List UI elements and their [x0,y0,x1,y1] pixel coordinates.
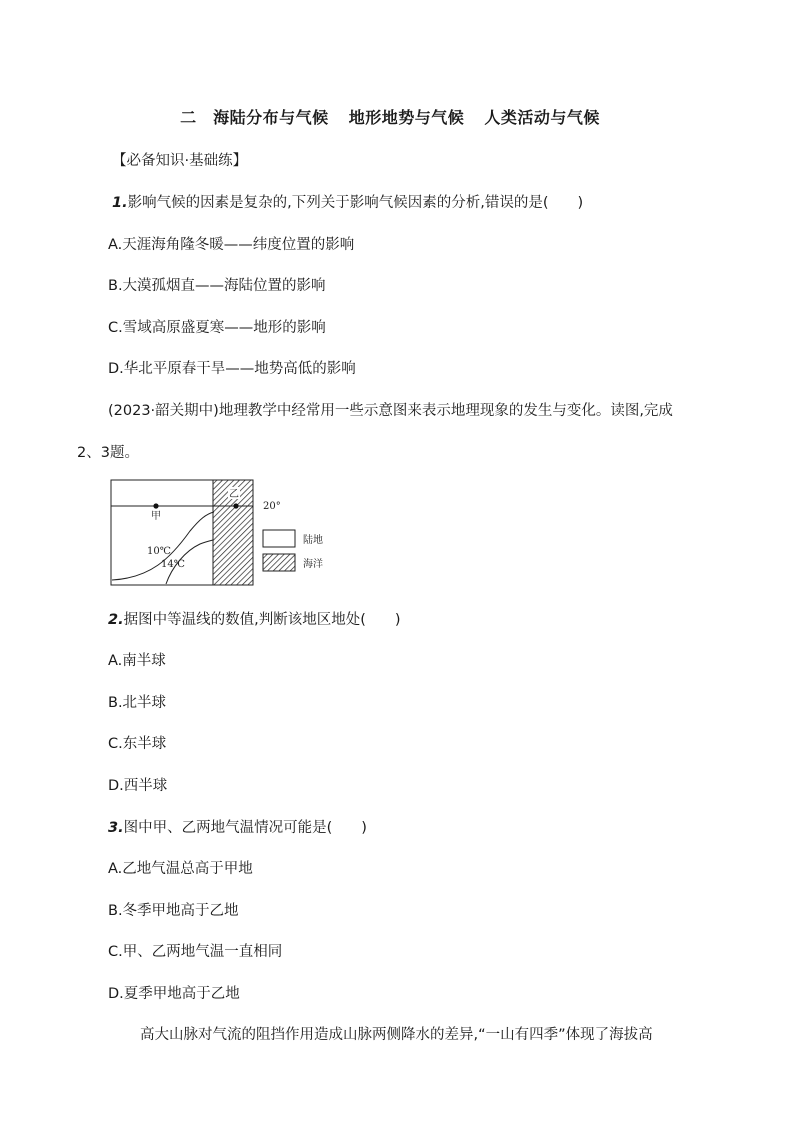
question-3-stem [108,816,367,837]
point-yi-marker [233,503,238,508]
question-1-number: 1. [112,195,128,211]
question-2-number: 2. [108,612,124,628]
legend-sea-swatch [263,554,295,571]
question-2-option-b: B.北半球 [108,695,167,711]
question-3-option-b: B.冬季甲地高于乙地 [108,903,239,919]
title-part-2: 地形地势与气候 [348,108,465,127]
question-3-number: 3. [108,820,124,836]
point-jia-label: 甲 [151,511,161,522]
title-part-1: 二 海陆分布与气候 [180,108,329,127]
question-1-text: 影响气候的因素是复杂的,下列关于影响气候因素的分析,错误的是( ) [127,195,584,211]
closing-paragraph: 高大山脉对气流的阻挡作用造成山脉两侧降水的差异,“一山有四季”体现了海拔高 [140,1027,653,1043]
question-1-option-c: C.雪域高原盛夏寒——地形的影响 [108,320,326,336]
legend-land-label: 陆地 [303,535,323,546]
intro-2-3-line-2: 2、3题。 [77,445,139,461]
section-label: 【必备知识·基础练】 [112,153,248,169]
question-3-option-c: C.甲、乙两地气温一直相同 [108,944,283,960]
question-2-option-a: A.南半球 [108,653,166,669]
question-1-stem [112,191,583,212]
isotherm-10-label: 10℃ [147,546,171,557]
intro-2-3-line-1: (2023·韶关期中)地理教学中经常用一些示意图来表示地理现象的发生与变化。读图,完成 [108,403,673,419]
question-3-option-d: D.夏季甲地高于乙地 [108,986,240,1002]
isotherm-14-label: 14℃ [161,559,185,570]
question-2-option-d: D.西半球 [108,778,168,794]
title-part-3: 人类活动与气候 [484,108,600,127]
latitude-label: 20° [263,501,281,512]
question-2-text: 据图中等温线的数值,判断该地区地处( ) [123,612,401,628]
question-2-option-c: C.东半球 [108,736,167,752]
question-1-option-a: A.天涯海角隆冬暖——纬度位置的影响 [108,237,355,253]
question-3-text: 图中甲、乙两地气温情况可能是( ) [123,820,367,836]
legend-land-swatch [263,530,295,547]
page-title [0,105,794,128]
question-3-option-a: A.乙地气温总高于甲地 [108,861,253,877]
legend-sea-label: 海洋 [303,559,323,570]
question-2-stem [108,608,401,629]
point-yi-label: 乙 [229,489,239,500]
climate-map-figure [110,479,340,589]
question-1-option-d: D.华北平原春干旱——地势高低的影响 [108,361,356,377]
point-jia-marker [153,503,158,508]
question-1-option-b: B.大漠孤烟直——海陆位置的影响 [108,278,326,294]
